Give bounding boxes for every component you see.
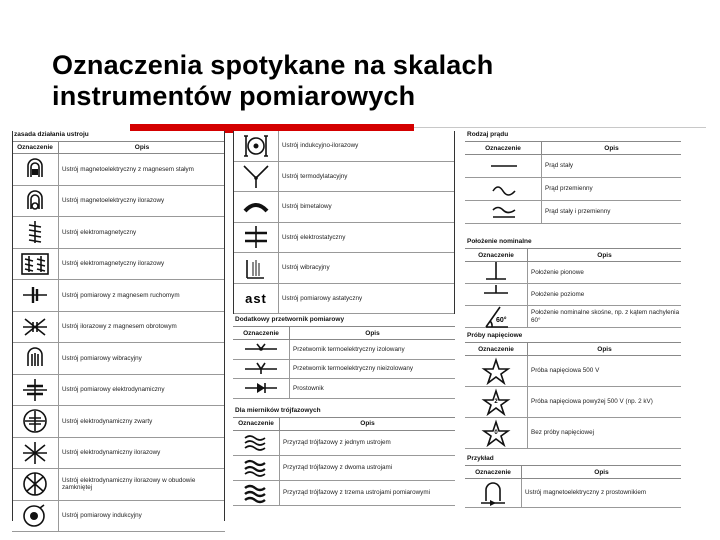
- description-cell: Przyrząd trójfazowy z dwoma ustrojami: [283, 463, 393, 471]
- angle-icon: [480, 303, 512, 331]
- description-cell: Położenie nominalne skośne, np. z kątem nachylenia 60°: [531, 309, 680, 324]
- section-title: zasada działania ustroju: [14, 131, 89, 138]
- description-cell: Prąd przemienny: [545, 185, 593, 193]
- ac-icon: [487, 179, 519, 199]
- description-cell: Ustrój indukcyjno-ilorazowy: [282, 142, 359, 149]
- electrodynamic-ratio-housing-icon: [19, 470, 51, 498]
- table-header: [465, 141, 681, 155]
- header-symbol: Oznaczenie: [465, 343, 528, 355]
- symbol-cell: [465, 479, 522, 507]
- symbol-cell: [233, 431, 280, 455]
- table-row: [465, 201, 681, 224]
- table-row: [465, 356, 681, 387]
- table-row: [12, 249, 225, 281]
- slide-title: [52, 50, 672, 112]
- symbol-cell: [12, 280, 59, 311]
- magnet-ratio-icon: [19, 187, 51, 215]
- table-row: [465, 178, 681, 201]
- description-cell: Bez próby napięciowej: [531, 429, 595, 437]
- description-cell: Przyrząd trójfazowy z jednym ustrojem: [283, 438, 391, 446]
- thermo-isolated-icon: [243, 339, 279, 359]
- table-row: [234, 223, 454, 254]
- section-title-2: Dodatkowy przetwornik pomiarowy: [235, 316, 345, 323]
- description-cell: Ustrój pomiarowy wibracyjny: [62, 354, 142, 362]
- description-cell: Ustrój pomiarowy z magnesem ruchomym: [62, 291, 180, 299]
- magnet-moving-coil-icon: [19, 155, 51, 183]
- thermo-nonisolated-icon: [243, 359, 279, 379]
- table-row: [12, 154, 225, 186]
- description-cell: Przetwornik termoelektryczny nieizolowany: [293, 365, 414, 372]
- star-2-icon: [480, 388, 512, 416]
- header-desc: Opis: [360, 420, 375, 427]
- description-cell: Ustrój magnetoelektryczny ilorazowy: [62, 197, 165, 204]
- description-cell: Ustrój pomiarowy indukcyjny: [62, 512, 142, 519]
- symbol-cell: [233, 360, 290, 379]
- symbol-cell: [234, 223, 279, 253]
- symbol-cell: [465, 356, 528, 386]
- table-row: [12, 217, 225, 249]
- ac-dc-icon: [487, 202, 519, 222]
- table-row: [234, 192, 454, 223]
- table-row: [12, 312, 225, 344]
- example-icon: [477, 479, 509, 507]
- table-row: [465, 479, 681, 508]
- thermal-icon: [240, 162, 272, 190]
- table-row: [234, 253, 454, 284]
- header-symbol: Oznaczenie: [465, 466, 522, 478]
- symbol-cell: [12, 217, 59, 248]
- table-mechanism: [12, 131, 225, 521]
- symbol-cell: [234, 192, 279, 222]
- table-row: [465, 387, 681, 418]
- description-cell: Próba napięciowa powyżej 500 V (np. 2 kV): [531, 398, 653, 406]
- section-title-3: Dla mierników trójfazowych: [235, 406, 321, 414]
- star-icon: [480, 357, 512, 385]
- table-row: [12, 186, 225, 218]
- description-cell: Prąd stały i przemienny: [545, 208, 611, 216]
- header-symbol: Oznaczenie: [465, 142, 542, 154]
- table-header-3: [465, 342, 681, 356]
- three-phase-two-icon: [240, 454, 272, 482]
- symbol-cell: [465, 178, 542, 200]
- divider: [414, 127, 706, 128]
- symbol-cell: [12, 312, 59, 343]
- table-row: [12, 438, 225, 470]
- header-desc: Opis: [604, 144, 619, 152]
- description-cell: Ustrój elektrodynamiczny ilorazowy w obudowie zamkniętej: [62, 476, 196, 492]
- symbol-cell: [12, 343, 59, 374]
- description-cell: Ustrój elektrodynamiczny zwarty: [62, 417, 153, 425]
- electrodynamic-ratio-icon: [19, 439, 51, 467]
- symbol-cell: [234, 162, 279, 192]
- description-cell: Ustrój wibracyjny: [282, 264, 330, 271]
- symbol-glyph: 60°: [496, 316, 507, 324]
- symbol-cell: [12, 406, 59, 437]
- rectifier-icon: [243, 378, 279, 398]
- header-symbol: Oznaczenie: [465, 249, 528, 261]
- header-symbol: Oznaczenie: [233, 327, 290, 339]
- description-cell: Ustrój elektromagnetyczny: [62, 228, 137, 236]
- symbol-cell: [12, 501, 59, 532]
- symbol-cell: [12, 249, 59, 280]
- table-current: [465, 131, 681, 521]
- astatic-icon: ast: [245, 290, 267, 306]
- table-header-2: [233, 326, 455, 340]
- header-desc: Opis: [594, 468, 609, 476]
- symbol-glyph: 0: [494, 430, 498, 436]
- description-cell: Położenie pionowe: [531, 268, 584, 276]
- description-cell: Położenie poziome: [531, 290, 585, 298]
- symbol-cell: [12, 186, 59, 217]
- table-row: [233, 360, 455, 380]
- section-title-4: Przykład: [467, 455, 494, 462]
- symbol-cell: [233, 481, 280, 505]
- induction-ratio-icon: [240, 132, 272, 160]
- symbol-cell: [12, 438, 59, 469]
- symbol-cell: [12, 375, 59, 406]
- electromagnetic-ratio-icon: [19, 250, 51, 278]
- table-row: [234, 162, 454, 193]
- symbol-cell: [233, 456, 280, 480]
- electromagnetic-icon: [19, 218, 51, 246]
- star-0-icon: [480, 419, 512, 447]
- table-mechanism-2: [233, 131, 455, 523]
- description-cell: Prostownik: [293, 384, 324, 392]
- symbol-cell: [233, 379, 290, 398]
- symbol-cell: [465, 387, 528, 417]
- electrodynamic-closed-icon: [19, 407, 51, 435]
- symbol-cell: [465, 201, 542, 223]
- header-desc: Opis: [134, 144, 150, 151]
- description-cell: Ustrój pomiarowy elektrodynamiczny: [62, 386, 165, 393]
- dc-icon: [487, 156, 519, 176]
- description-cell: Ustrój elektrostatyczny: [282, 233, 346, 241]
- table-row: [12, 343, 225, 375]
- description-cell: Ustrój magnetoelektryczny z prostownikiem: [525, 489, 647, 497]
- header-desc: Opis: [597, 345, 612, 353]
- table-row: [233, 481, 455, 506]
- table-row: [12, 501, 225, 533]
- section-title-3: Próby napięciowe: [467, 332, 523, 339]
- table-header-4: [465, 465, 681, 479]
- table-row: [233, 456, 455, 481]
- symbol-cell: [234, 284, 279, 314]
- table-row: [234, 131, 454, 162]
- table-row: [12, 469, 225, 501]
- section-title-2: Położenie nominalne: [467, 238, 532, 245]
- table-row: [233, 379, 455, 399]
- description-cell: Ustrój ilorazowy z magnesem obrotowym: [62, 323, 177, 330]
- table-row: [233, 431, 455, 456]
- symbol-glyph: 2: [494, 399, 498, 405]
- table-row: [12, 406, 225, 438]
- description-cell: Próba napięciowa 500 V: [531, 367, 600, 375]
- header-symbol: Oznaczenie: [233, 418, 280, 430]
- table-row: [12, 375, 225, 407]
- header-desc: Opis: [365, 329, 380, 337]
- header-symbol: Oznaczenie: [12, 142, 59, 153]
- three-phase-three-icon: [240, 479, 272, 507]
- description-cell: Ustrój elektrodynamiczny ilorazowy: [62, 449, 161, 456]
- table-row: [234, 284, 454, 315]
- electrodynamic-icon: [19, 376, 51, 404]
- description-cell: Ustrój termodylatacyjny: [282, 172, 348, 180]
- table-header: [12, 141, 225, 154]
- symbol-cell: [465, 306, 528, 327]
- table-row: [465, 418, 681, 449]
- symbol-cell: [465, 155, 542, 177]
- table-row: [465, 306, 681, 328]
- section-title: Rodzaj prądu: [467, 131, 509, 138]
- three-phase-one-icon: [240, 429, 272, 457]
- description-cell: Ustrój magnetoelektryczny z magnesem stałym: [62, 165, 194, 173]
- symbol-cell: [234, 253, 279, 283]
- description-cell: Ustrój pomiarowy astatyczny: [282, 294, 363, 302]
- vibration-icon: [240, 254, 272, 282]
- title-line-2: instrumentów pomiarowych: [52, 81, 416, 111]
- rotating-magnet-ratio-icon: [19, 313, 51, 341]
- description-cell: Przetwornik termoelektryczny izolowany: [293, 345, 405, 353]
- description-cell: Ustrój bimetalowy: [282, 203, 332, 210]
- symbol-cell: [12, 469, 59, 500]
- bimetal-icon: [240, 193, 272, 221]
- description-cell: Ustrój elektromagnetyczny ilorazowy: [62, 260, 165, 267]
- table-row: [465, 155, 681, 178]
- description-cell: Przyrząd trójfazowy z trzema ustrojami pomiarowymi: [283, 488, 430, 496]
- symbol-cell: [465, 418, 528, 448]
- induction-icon: [19, 502, 51, 530]
- symbol-cell: [233, 340, 290, 359]
- table-row: [233, 340, 455, 360]
- title-line-1: Oznaczenia spotykane na skalach: [52, 50, 494, 80]
- table-row: [12, 280, 225, 312]
- symbol-cell: [234, 131, 279, 161]
- moving-magnet-icon: [19, 281, 51, 309]
- electrostatic-icon: [240, 223, 272, 251]
- symbol-cell: [12, 154, 59, 185]
- vibrating-reed-icon: [19, 344, 51, 372]
- description-cell: Prąd stały: [545, 162, 573, 170]
- header-desc: Opis: [597, 251, 612, 259]
